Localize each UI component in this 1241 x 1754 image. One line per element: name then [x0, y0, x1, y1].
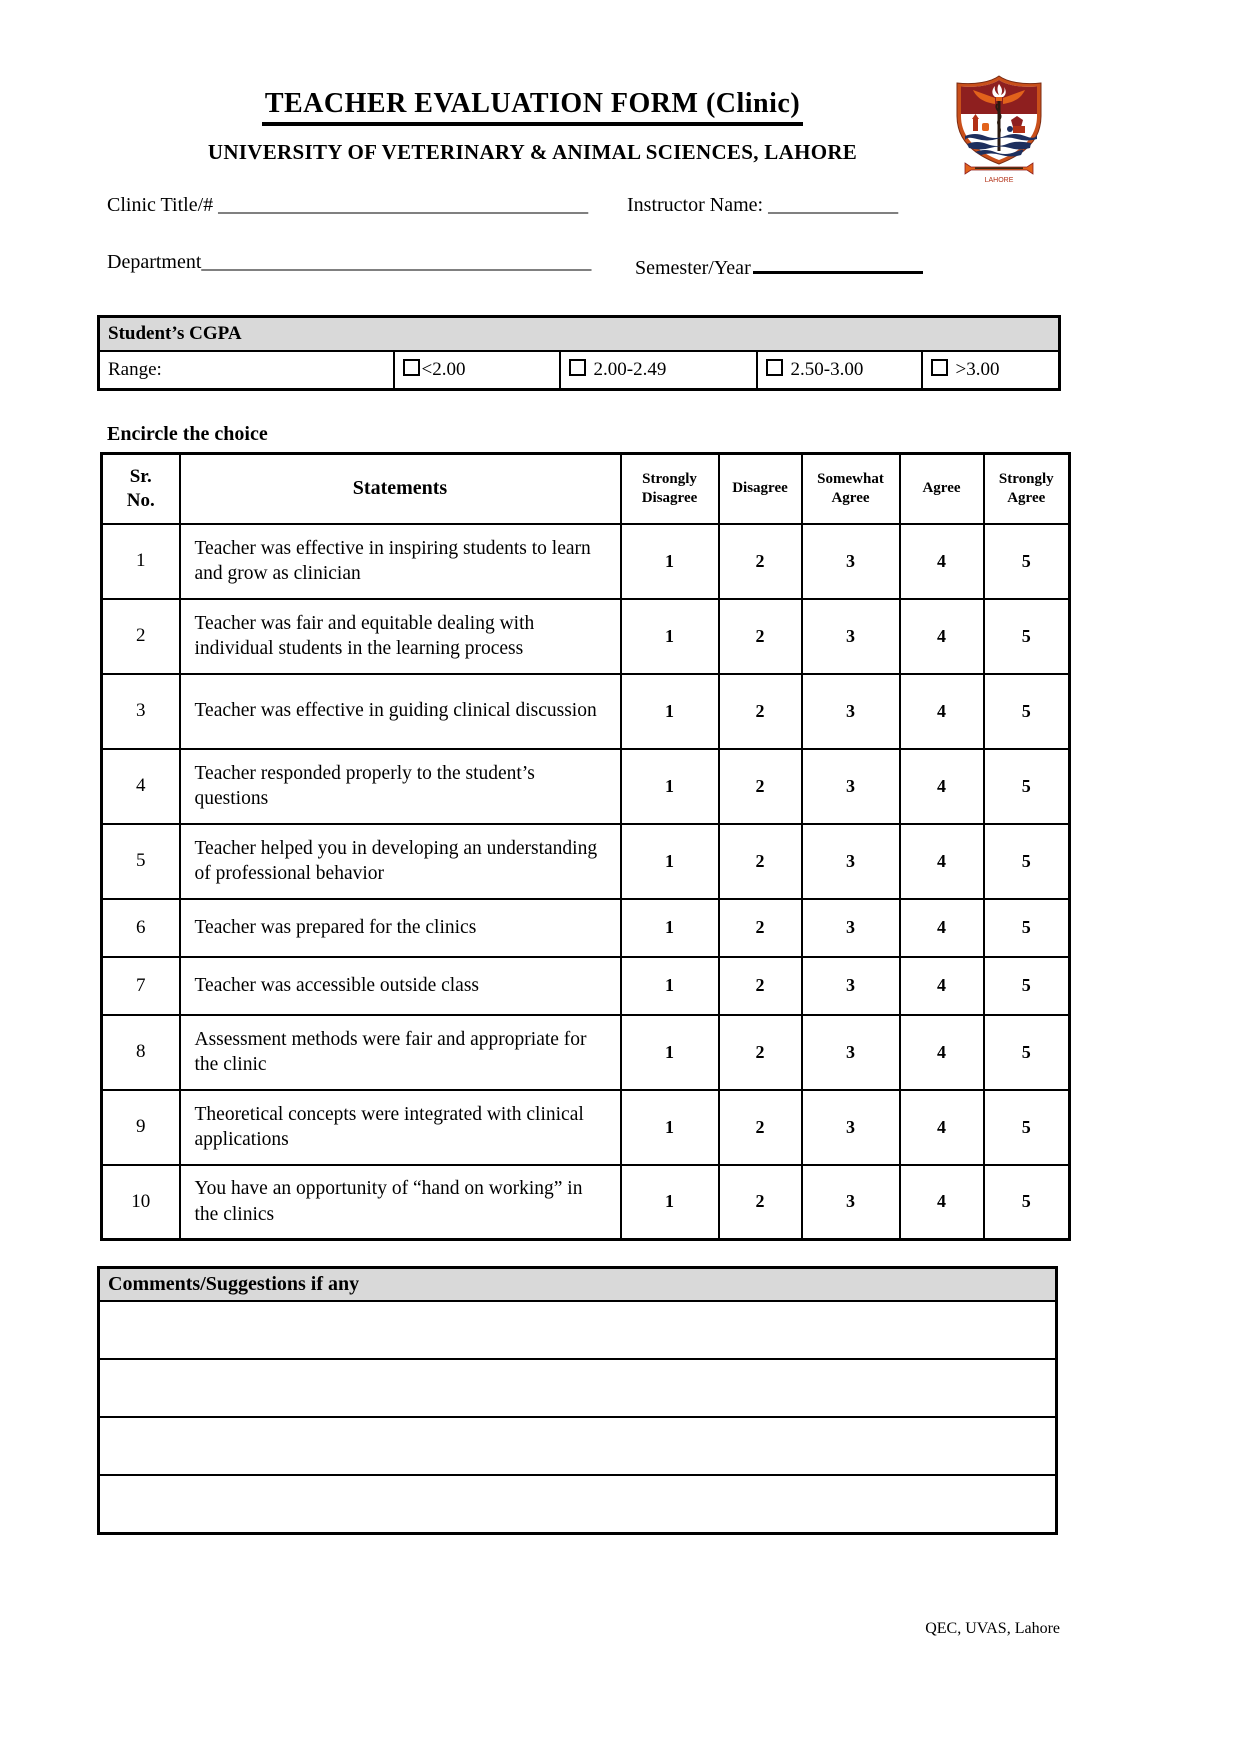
- table-row: [102, 1165, 1070, 1240]
- rating-4[interactable]: 4: [900, 524, 984, 599]
- rating-4[interactable]: 4: [900, 1090, 984, 1165]
- rating-1[interactable]: 1: [621, 749, 719, 824]
- statement-text: Assessment methods were fair and appropriate for the clinic: [180, 1015, 621, 1090]
- table-row: [102, 749, 1070, 824]
- checkbox-icon[interactable]: [569, 359, 586, 376]
- statement-text: Teacher was effective in inspiring students to learn and grow as clinician: [180, 524, 621, 599]
- cgpa-option-label: >3.00: [955, 359, 1000, 380]
- rating-5[interactable]: 5: [984, 957, 1070, 1015]
- row-number: 4: [102, 749, 180, 824]
- rating-4[interactable]: 4: [900, 957, 984, 1015]
- rating-1[interactable]: 1: [621, 824, 719, 899]
- footer-text: QEC, UVAS, Lahore: [925, 1620, 1060, 1637]
- rating-2[interactable]: 2: [719, 1090, 802, 1165]
- department-blank[interactable]: _______________________________________: [201, 251, 592, 273]
- rating-3[interactable]: 3: [802, 524, 900, 599]
- table-row: [102, 674, 1070, 749]
- comments-row[interactable]: [99, 1475, 1057, 1534]
- semester-year-label: Semester/Year: [635, 257, 751, 279]
- rating-3[interactable]: 3: [802, 674, 900, 749]
- checkbox-icon[interactable]: [403, 359, 420, 376]
- rating-4[interactable]: 4: [900, 899, 984, 957]
- rating-5[interactable]: 5: [984, 599, 1070, 674]
- row-number: 3: [102, 674, 180, 749]
- cgpa-table: [97, 315, 1061, 391]
- rating-2[interactable]: 2: [719, 524, 802, 599]
- semester-year-blank[interactable]: [753, 251, 923, 274]
- rating-2[interactable]: 2: [719, 749, 802, 824]
- header-disagree: Disagree: [719, 454, 802, 524]
- rating-2[interactable]: 2: [719, 599, 802, 674]
- checkbox-icon[interactable]: [766, 359, 783, 376]
- row-number: 2: [102, 599, 180, 674]
- statement-text: You have an opportunity of “hand on working” in the clinics: [180, 1165, 621, 1240]
- cgpa-option-2-249: [560, 351, 757, 390]
- row-number: 6: [102, 899, 180, 957]
- rating-2[interactable]: 2: [719, 899, 802, 957]
- instructor-name-field: [627, 194, 898, 217]
- rating-3[interactable]: 3: [802, 749, 900, 824]
- rating-3[interactable]: 3: [802, 957, 900, 1015]
- rating-1[interactable]: 1: [621, 674, 719, 749]
- rating-3[interactable]: 3: [802, 1165, 900, 1240]
- rating-3[interactable]: 3: [802, 1090, 900, 1165]
- rating-4[interactable]: 4: [900, 749, 984, 824]
- header: [100, 88, 965, 165]
- table-row: [102, 899, 1070, 957]
- rating-4[interactable]: 4: [900, 1165, 984, 1240]
- cgpa-option-gt3: [922, 351, 1060, 390]
- statement-text: Theoretical concepts were integrated with clinical applications: [180, 1090, 621, 1165]
- rating-5[interactable]: 5: [984, 1090, 1070, 1165]
- statement-text: Teacher helped you in developing an understanding of professional behavior: [180, 824, 621, 899]
- rating-5[interactable]: 5: [984, 1165, 1070, 1240]
- rating-3[interactable]: 3: [802, 824, 900, 899]
- row-number: 5: [102, 824, 180, 899]
- instructor-name-label: Instructor Name:: [627, 194, 764, 216]
- rating-3[interactable]: 3: [802, 899, 900, 957]
- department-field: [107, 251, 591, 274]
- header-somewhat-agree: Somewhat Agree: [802, 454, 900, 524]
- rating-2[interactable]: 2: [719, 1015, 802, 1090]
- clinic-title-field: [107, 194, 588, 217]
- comments-row[interactable]: [99, 1301, 1057, 1359]
- header-sr-no: Sr. No.: [102, 454, 180, 524]
- table-row: [102, 957, 1070, 1015]
- rating-4[interactable]: 4: [900, 599, 984, 674]
- row-number: 10: [102, 1165, 180, 1240]
- rating-4[interactable]: 4: [900, 674, 984, 749]
- statement-text: Teacher was prepared for the clinics: [180, 899, 621, 957]
- rating-2[interactable]: 2: [719, 824, 802, 899]
- statement-text: Teacher responded properly to the student’s questions: [180, 749, 621, 824]
- comments-row[interactable]: [99, 1359, 1057, 1417]
- rating-5[interactable]: 5: [984, 674, 1070, 749]
- rating-4[interactable]: 4: [900, 1015, 984, 1090]
- rating-3[interactable]: 3: [802, 599, 900, 674]
- comments-row[interactable]: [99, 1417, 1057, 1475]
- cgpa-option-lt2: [394, 351, 560, 390]
- cgpa-range-label: Range:: [99, 351, 394, 390]
- row-number: 1: [102, 524, 180, 599]
- rating-4[interactable]: 4: [900, 824, 984, 899]
- rating-5[interactable]: 5: [984, 749, 1070, 824]
- header-agree: Agree: [900, 454, 984, 524]
- evaluation-table: [100, 452, 1071, 1241]
- cgpa-option-label: <2.00: [421, 359, 466, 380]
- evaluation-table-header-row: [102, 454, 1070, 524]
- rating-1[interactable]: 1: [621, 1090, 719, 1165]
- row-number: 9: [102, 1090, 180, 1165]
- table-row: [102, 599, 1070, 674]
- university-name: UNIVERSITY OF VETERINARY & ANIMAL SCIENCES, LAHORE: [207, 140, 858, 164]
- page-title: TEACHER EVALUATION FORM (Clinic): [262, 88, 803, 126]
- row-number: 7: [102, 957, 180, 1015]
- table-row: [102, 1015, 1070, 1090]
- table-row: [102, 1090, 1070, 1165]
- statement-text: Teacher was effective in guiding clinical discussion: [180, 674, 621, 749]
- instructor-name-blank[interactable]: _____________: [768, 194, 899, 216]
- rating-2[interactable]: 2: [719, 674, 802, 749]
- rating-3[interactable]: 3: [802, 1015, 900, 1090]
- rating-2[interactable]: 2: [719, 1165, 802, 1240]
- crest-shield-icon: [951, 74, 1047, 186]
- comments-header: Comments/Suggestions if any: [99, 1268, 1057, 1302]
- logo-caption: LAHORE: [984, 177, 1014, 184]
- comments-table: [97, 1266, 1058, 1535]
- rating-5[interactable]: 5: [984, 1015, 1070, 1090]
- statement-text: Teacher was accessible outside class: [180, 957, 621, 1015]
- clinic-title-blank[interactable]: _____________________________________: [218, 194, 589, 216]
- row-number: 8: [102, 1015, 180, 1090]
- cgpa-option-label: 2.00-2.49: [593, 359, 667, 380]
- rating-5[interactable]: 5: [984, 824, 1070, 899]
- semester-year-field: [635, 251, 923, 280]
- rating-1[interactable]: 1: [621, 899, 719, 957]
- rating-1[interactable]: 1: [621, 1015, 719, 1090]
- header-strongly-agree: Strongly Agree: [984, 454, 1070, 524]
- rating-2[interactable]: 2: [719, 957, 802, 1015]
- checkbox-icon[interactable]: [931, 359, 948, 376]
- encircle-heading: Encircle the choice: [107, 423, 268, 445]
- university-crest-logo: [951, 74, 1047, 186]
- rating-5[interactable]: 5: [984, 524, 1070, 599]
- cgpa-option-25-3: [757, 351, 922, 390]
- table-row: [102, 824, 1070, 899]
- header-strongly-disagree: Strongly Disagree: [621, 454, 719, 524]
- rating-5[interactable]: 5: [984, 899, 1070, 957]
- department-label: Department: [107, 251, 202, 273]
- table-row: [102, 524, 1070, 599]
- rating-1[interactable]: 1: [621, 1165, 719, 1240]
- cgpa-header: Student’s CGPA: [99, 317, 1060, 352]
- clinic-title-label: Clinic Title/#: [107, 194, 214, 216]
- rating-1[interactable]: 1: [621, 599, 719, 674]
- statement-text: Teacher was fair and equitable dealing with individual students in the learning process: [180, 599, 621, 674]
- header-statements: Statements: [180, 454, 621, 524]
- cgpa-option-label: 2.50-3.00: [790, 359, 864, 380]
- rating-1[interactable]: 1: [621, 957, 719, 1015]
- rating-1[interactable]: 1: [621, 524, 719, 599]
